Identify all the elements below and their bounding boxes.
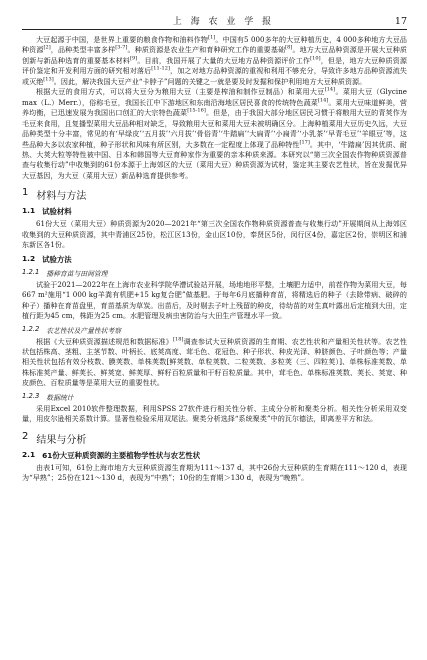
subsubsection-heading-traits (22, 325, 407, 335)
journal-title: 上 海 农 业 学 报 (172, 17, 275, 27)
citation-marker: [3-7] (115, 45, 128, 52)
citation-marker: [13] (43, 76, 54, 83)
subsubsection-heading-sowing (22, 268, 407, 278)
subsection-heading-results-traits (22, 450, 407, 461)
subsubsection-number: 1.2.2 (22, 324, 40, 333)
citation-marker: [17] (299, 139, 310, 146)
citation-marker: [14] (317, 97, 329, 104)
section-heading-results (22, 431, 407, 446)
sowing-paragraph: 试验于2021—2022年在上海市农业科学院华漕试验站开展，场地地形平整，土壤肥力适中，前茬作物为菜用大豆，每667 m²施用“1 000 kg羊粪有机肥+15 kg复合肥”做基肥。于每年6月底播种育苗，将精选后的种子（去除带病、破碎的种子）播种在育苗盘里，育苗基质为草炭。出苗后，及时剔去子叶上残留的种皮，待幼苗的对生真叶露出后定植到大田，定植行距为45 cm，株距为25 cm。水肥管理及病虫害防治与大田生产管理水平一致。 (22, 279, 407, 321)
section-heading-materials-methods (22, 187, 407, 202)
citation-marker: [2] (43, 45, 51, 52)
subsubsection-number: 1.2.1 (22, 267, 40, 276)
citation-marker: [15-16] (187, 107, 206, 114)
subsubsection-number: 1.2.3 (22, 391, 40, 400)
subsection-heading-methods (22, 254, 407, 265)
subsection-number: 1.1 (22, 206, 36, 216)
citation-marker: [8] (285, 45, 293, 52)
running-header (22, 14, 407, 30)
subsection-number: 2.1 (22, 449, 36, 459)
subsubsection-title: 数据统计 (46, 393, 74, 402)
subsubsection-heading-statistics (22, 392, 407, 402)
page-number: 17 (394, 16, 407, 27)
citation-marker: [10] (310, 55, 321, 62)
section-title: 结果与分析 (36, 434, 87, 446)
subsection-title: 61份大豆种质资源的主要植物学性状与农艺性状 (42, 450, 201, 460)
section-number: 2 (22, 430, 29, 442)
subsection-number: 1.2 (22, 253, 36, 263)
materials-paragraph: 61份大豆（菜用大豆）种质资源为2020—2021年“第三次全国农作物种质资源普查与收集行动”开展期间从上海郊区收集到的大豆种质资源，其中青浦区25份，松江区13份，金山区10份，奉贤区5份，闵行区4份，嘉定区2份，崇明区和浦东新区各1份。 (22, 219, 407, 250)
traits-paragraph: 根据《大豆种质资源描述规范和数据标准》[18]调查参试大豆种质资源的生育期、农艺性状和产量相关性状等。农艺性状包括株高、茎粗、主茎节数、叶柄长、底荚高度、茸毛色、花冠色、种子形状、种皮光泽、种脐颜色、子叶颜色等；产量相关性状包括有效分枝数、膜荚数、单株荚数[鲜荚数、单粒荚数、二粒荚数、多粒荚（三、四粒荚）]、单株标准荚数、单株标准荚产量、鲜荚长、鲜荚宽、鲜荚厚、鲜籽百粒质量和干籽百粒质量。其中，茸毛色、单株标准荚数、荚长、荚宽、种皮颜色、百粒质量等是菜用大豆的重要性状。 (22, 336, 407, 388)
citation-marker: [18] (173, 336, 184, 343)
section-number: 1 (22, 187, 29, 199)
citation-marker: [11-12] (151, 66, 170, 73)
subsection-title: 试验材料 (42, 207, 72, 217)
citation-marker: [1] (208, 34, 216, 41)
subsubsection-title: 播种育苗与田间管理 (46, 269, 108, 278)
subsubsection-title: 农艺性状及产量性状考察 (46, 326, 122, 335)
citation-marker: [9] (130, 55, 138, 62)
section-title: 材料与方法 (36, 191, 87, 203)
results-paragraph: 由表1可知，61份上海市地方大豆种质资源生育期为111～137 d，其中26份大豆种质的生育期在111～120 d，表现为“早熟”；25份在121～130 d，表现为“中熟”；10份的生育期＞130 d，表现为“晚熟”。 (22, 462, 407, 483)
statistics-paragraph: 采用Excel 2010软件整理数据，利用SPSS 27软件进行相关性分析、主成分分析和聚类分析。相关性分析采用双变量，用皮尔逊相关系数计算。显著性检验采用双尾法。聚类分析选择“系统聚类”中的瓦尔德法，即离差平方和法。 (22, 403, 407, 424)
subsection-heading-materials (22, 206, 407, 217)
citation-marker: [14] (324, 86, 336, 93)
subsection-title: 试验方法 (42, 254, 72, 264)
intro-paragraph-2: 根据大豆的食用方式，可以将大豆分为粮用大豆（主要是榨油和制作豆制品）和菜用大豆[14]。菜用大豆（Glycine max（L.）Merr.），俗称毛豆，我国长江中下游地区和东南沿海地区居民喜食的传统特色蔬菜[14]。菜用大豆味道鲜美，营养均衡，已迅速发展为我国出口创汇的大宗特色蔬菜[15-16]。但是，由于我国大部分地区居民习惯于将粮用大豆的青荚作为毛豆来食用，且复播型菜用大豆品种相对缺乏，导致粮用大豆和菜用大豆未被明确区分。上海种植菜用大豆历史久远，大豆品种类型十分丰富，常见的有‘早绿皮’‘五月拔’‘六月拔’‘骨俗青’‘牛踏扁’‘大扁青’‘小扁青’‘小乳茶’‘早青毛豆’‘羊眼豆’等，这些品种大多以农家种植，种子形状和风味有所区别，大多数在一定程度上体现了品种特性[17]。其中，‘牛踏扁’因其优质、耐热、大荚大粒等特性被中国、日本和韩国等大豆育种家作为重要的亲本种质来源。本研究以“第三次全国农作物种质资源普查与收集行动”中收集到的61份本源于上海郊区的大豆（菜用大豆）种质资源为试材，鉴定其主要农艺性状，旨在发掘优异大豆基因，为大豆（菜用大豆）新品种选育提供参考。 (22, 86, 407, 180)
intro-paragraph-1: 大豆起源于中国，是世界上重要的粮食作物和油料作物[1]。中国有5 000多年的大豆种植历史，4 000多种地方大豆品种资源[2]，品种类型丰富多样[3-7]。种质资源是农业生产和育种研究工作的重要基础[8]。地方大豆品种资源是开展大豆种质创新与新品种选育的重要基本材料[9]。目前，我国开展了大量的大豆地方品种资源评价工作[10]，但是，地方大豆种质资源评价鉴定和开发利用方面的研究相对落后[11-12]，加之对地方品种资源的重视和利用不够充分，导致许多地方品种资源流失或灭绝[13]。因此，解决我国大豆产业“卡脖子”问题的关键之一就是要及时发掘和保护利用地方大豆种质资源。 (22, 34, 408, 86)
